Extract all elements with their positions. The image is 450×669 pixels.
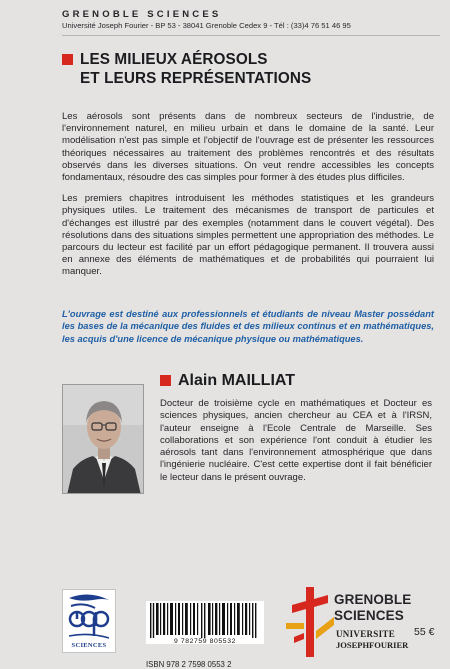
publisher-header — [62, 9, 432, 30]
title-bullet-icon — [62, 54, 73, 65]
book-title — [80, 50, 432, 88]
isbn: ISBN 978 2 7598 0553 2 — [146, 660, 232, 669]
university-label: UNIVERSITE — [336, 629, 396, 639]
description-paragraph-1: Les aérosols sont présents dans de nombreux secteurs de l'industrie, de l'environnement naturel, en milieu urbain et dans le domaine de la santé. Leur modélisation n'est pas simple et l'objectif de l'ouvrage est de présenter les ressources théoriques nécessaires au traitement des problèmes rencontrés et des résultats observés dans les diverses situations. On veut rendre accessibles les concepts fondamentaux, résoudre des cas simples pour former à des études plus difficiles. — [62, 111, 434, 184]
header-divider — [62, 35, 440, 36]
grenoble-sciences-name — [334, 592, 411, 624]
grenoble-sciences-logo-icon — [284, 581, 336, 661]
author-portrait-icon — [63, 385, 144, 494]
price: 55 € — [414, 626, 435, 638]
book-title-line2: ET LEURS REPRÉSENTATIONS — [80, 70, 312, 87]
author-name: Alain MAILLIAT — [178, 372, 296, 389]
edp-logo-subtitle: SCIENCES — [71, 642, 107, 649]
gs-name-line2: SCIENCES — [334, 608, 404, 623]
barcode-icon — [146, 601, 264, 644]
book-title-block — [62, 50, 432, 88]
edp-sciences-logo — [62, 589, 116, 653]
target-audience: L'ouvrage est destiné aux professionnels et étudiants de niveau Master possédant les bases de la mécanique des fluides et des milieux continus et en mathématiques, les acquis d'une licence de mécanique physique ou mathématiques. — [62, 309, 434, 344]
edp-logo-icon — [63, 592, 115, 642]
description — [62, 111, 434, 279]
book-title-line1: LES MILIEUX AÉROSOLS — [80, 51, 268, 68]
author-heading — [160, 372, 295, 390]
barcode-number: 9 782759 805532 — [174, 638, 236, 644]
brand-name: GRENOBLE SCIENCES — [62, 9, 222, 20]
description-paragraph-2: Les premiers chapitres introduisent les méthodes statistiques et les grandeurs physiques utiles. Le traitement des mécanismes de transport de particules et d'échanges est illustré par des exemples (notamment dans le couvert végétal). Des résolutions dans des situations simples permettent une appropriation des méthodes. Le parcours du lecteur est facilité par un effort pédagogique permanent. Il trouvera aussi en annexe des éléments de mathématiques et de probabilités qui pourraient lui manquer. — [62, 193, 434, 278]
author-bullet-icon — [160, 375, 171, 386]
gs-name-line1: GRENOBLE — [334, 592, 412, 607]
author-bio: Docteur de troisième cycle en mathématiques et Docteur es sciences physiques, ancien chercheur au CEA et à l'IRSN, l'auteur enseigne à l'Ecole Centrale de Marseille. Ses collaborations et son expérience l'ont conduit à étudier les aérosols tant dans l'environnement atmosphérique que dans l'ingénierie nucléaire. C'est cette expertise dont il fait bénéficier le lecteur dans le présent ouvrage. — [160, 398, 432, 483]
publisher-address: Université Joseph Fourier - BP 53 - 38041 Grenoble Cedex 9 - Tél : (33)4 76 51 46 95 — [62, 21, 351, 30]
author-photo — [62, 384, 144, 494]
university-name: JOSEPHFOURIER — [336, 640, 409, 650]
